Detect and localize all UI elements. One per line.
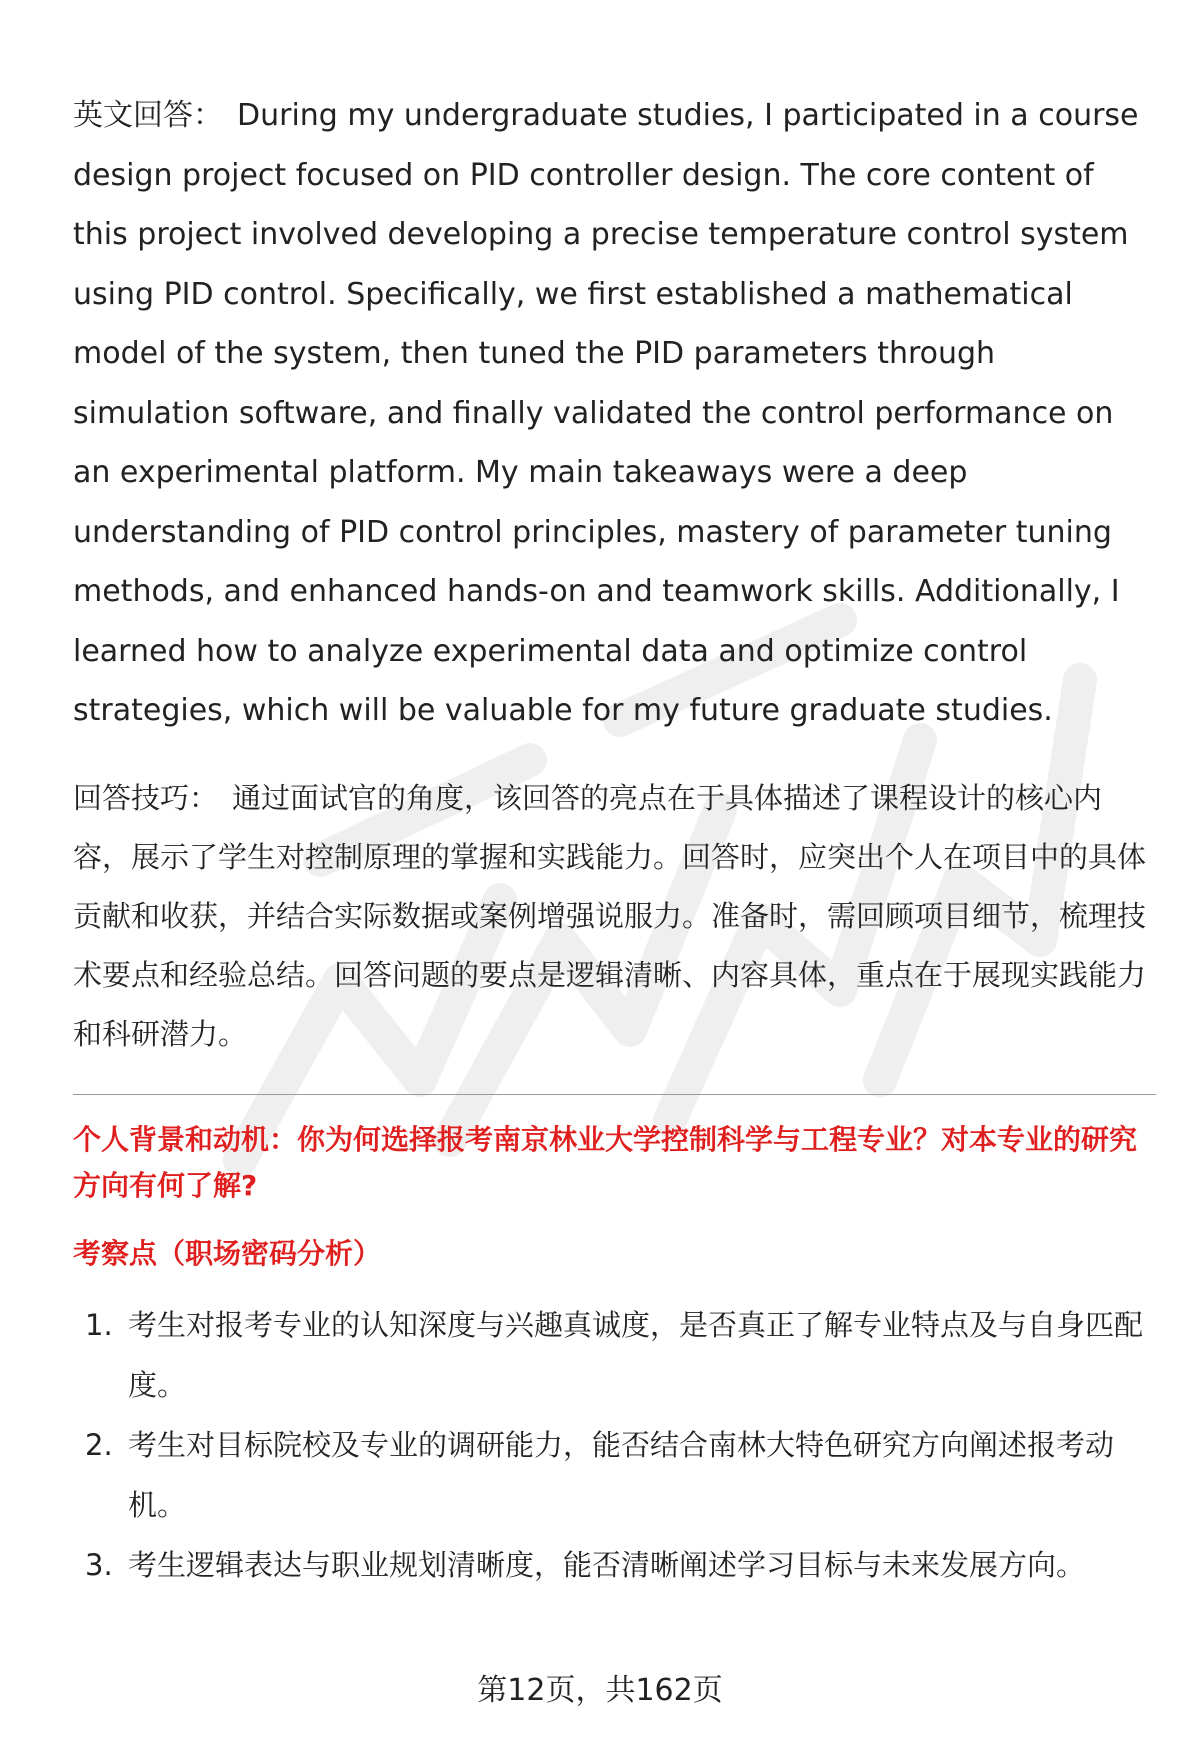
list-item-text: 考生对报考专业的认知深度与兴趣真诚度，是否真正了解专业特点及与自身匹配度。 <box>128 1307 1144 1402</box>
question-heading: 个人背景和动机：你为何选择报考南京林业大学控制科学与工程专业？对本专业的研究方向有何了解? <box>73 1122 1138 1202</box>
list-item-text: 考生对目标院校及专业的调研能力，能否结合南林大特色研究方向阐述报考动机。 <box>128 1427 1115 1522</box>
english-answer-text: During my undergraduate studies, I participated in a course design project focused on PID controller design. The core content of this project involved developing a precise temperature control system using PID control. Specifically, we first established a mathematical model of the system, then tuned the PID parameters through simulation software, and finally validated the control performance on an experimental platform. My main takeaways were a deep understanding of PID control principles, mastery of parameter tuning methods, and enhanced hands-on and teamwork skills. Additionally, I learned how to analyze experimental data and optimize control strategies, which will be valuable for my future graduate studies. <box>73 98 1139 728</box>
english-answer-paragraph <box>73 86 1156 741</box>
assessment-list <box>73 1295 1156 1595</box>
page-number-footer: 第12页，共162页 <box>477 1673 723 1708</box>
list-item-number: 3. <box>85 1547 113 1582</box>
list-item-number: 1. <box>85 1307 113 1342</box>
section-divider <box>73 1094 1156 1095</box>
answer-tips-paragraph <box>73 769 1156 1064</box>
answer-tips-text: 通过面试官的角度，该回答的亮点在于具体描述了课程设计的核心内容，展示了学生对控制原理的掌握和实践能力。回答时，应突出个人在项目中的具体贡献和收获，并结合实际数据或案例增强说服力。准备时，需回顾项目细节，梳理技术要点和经验总结。回答问题的要点是逻辑清晰、内容具体，重点在于展现实践能力和科研潜力。 <box>73 780 1147 1051</box>
list-item-text: 考生逻辑表达与职业规划清晰度，能否清晰阐述学习目标与未来发展方向。 <box>128 1547 1086 1582</box>
list-item <box>73 1535 1156 1595</box>
list-item <box>73 1295 1156 1415</box>
english-answer-label: 英文回答： <box>73 98 223 133</box>
assessment-heading: 考察点（职场密码分析） <box>73 1236 382 1270</box>
answer-tips-label: 回答技巧： <box>73 780 219 815</box>
page-content <box>73 86 1156 1595</box>
list-item-number: 2. <box>85 1427 113 1462</box>
list-item <box>73 1415 1156 1535</box>
